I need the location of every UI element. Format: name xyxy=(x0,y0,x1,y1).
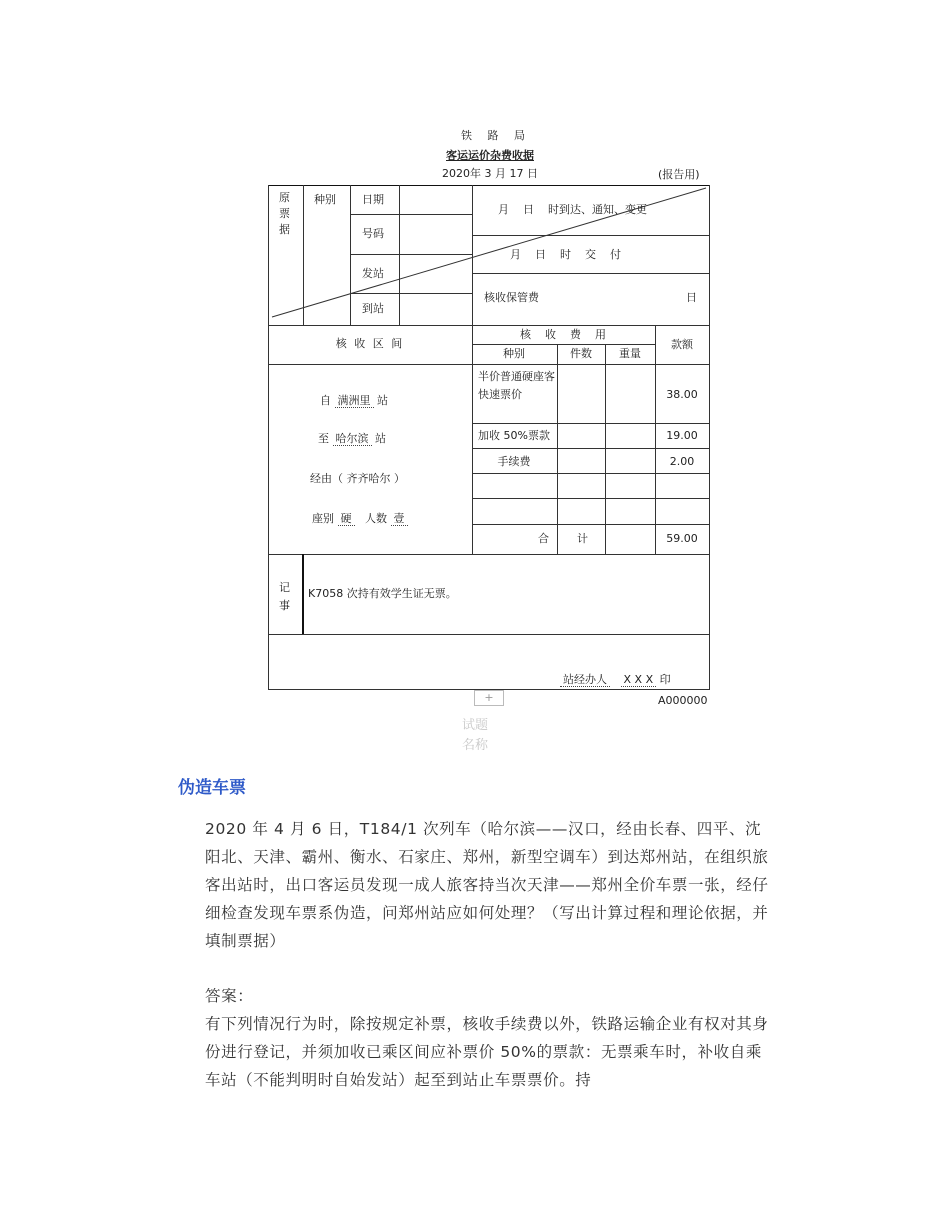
image-caption: 试题名称 xyxy=(462,718,489,753)
notes-label: 记 事 xyxy=(279,581,290,612)
handler-row: 站经办人 X X X 印 xyxy=(560,674,671,685)
bureau-title: 铁 路 局 xyxy=(461,129,531,142)
item-amount-3: 2.00 xyxy=(669,455,695,468)
sub-kind: 种别 xyxy=(503,347,525,360)
fee-header: 核 收 费 用 xyxy=(520,328,606,341)
sub-weight: 重量 xyxy=(619,347,641,360)
receipt-title: 客运运价杂费收据 xyxy=(446,149,534,162)
question-paragraph: 2020 年 4 月 6 日，T184/1 次列车（哈尔滨——汉口，经由长春、四平、沈阳北、天津、霸州、衡水、石家庄、郑州，新型空调车）到达郑州站，在组织旅客出站时，出口客运员发现一成人旅客持当次天津——郑州全价车票一张，经仔细检查发现车票系伪造，问郑州站应如何处理？（写出计算过程和理论依据，并填制票据） xyxy=(205,820,769,950)
storage-fee: 核收保管费 xyxy=(484,291,539,304)
notes-text: K7058 次持有效学生证无票。 xyxy=(308,587,457,600)
deliver-row: 月 日 时 交 付 xyxy=(510,248,621,261)
col-number: 号码 xyxy=(362,227,384,240)
item-amount-2: 19.00 xyxy=(666,429,698,442)
day-unit: 日 xyxy=(686,291,697,304)
section-title: 伪造车票 xyxy=(178,778,246,798)
item-kind-3: 手续费 xyxy=(497,455,531,468)
item-kind-1: 半价普通硬座客快速票价 xyxy=(478,370,555,401)
item-amount-1: 38.00 xyxy=(666,388,698,401)
copy-note: (报告用) xyxy=(658,168,700,181)
section-label: 核 收 区 间 xyxy=(335,337,405,350)
serial-number: A000000 xyxy=(658,694,708,707)
total-amount: 59.00 xyxy=(666,532,698,545)
item-kind-2: 加收 50%票款 xyxy=(478,429,550,442)
total-label: 合 计 xyxy=(538,532,588,545)
sub-count: 件数 xyxy=(570,347,592,360)
answer-paragraph: 有下列情况行为时，除按规定补票，核收手续费以外，铁路运输企业有权对其身份进行登记，并须加收已乘区间应补票价 50%的票款：无票乘车时，补收自乘车站（不能判明时自始发站）起至到站止车票票价。持 xyxy=(205,1015,769,1089)
seat-people: 座别 硬 人数 壹 xyxy=(312,513,408,524)
image-expand-button[interactable]: + xyxy=(474,690,504,706)
route-via: 经由（ 齐齐哈尔 ） xyxy=(310,472,405,485)
col-date: 日期 xyxy=(362,193,384,206)
route-to: 至 哈尔滨 站 xyxy=(318,432,386,445)
answer-label: 答案： xyxy=(205,987,254,1005)
route-from: 自 满洲里 站 xyxy=(320,394,388,407)
col-from: 发站 xyxy=(362,267,384,280)
notice-row: 月 日 时到达、通知、变更 xyxy=(498,203,647,216)
amount-header: 款额 xyxy=(671,338,693,351)
receipt-image xyxy=(266,110,714,708)
orig-ticket-label: 原 票 据 xyxy=(279,191,290,236)
col-to: 到站 xyxy=(362,302,384,315)
receipt-date: 2020年 3 月 17 日 xyxy=(442,167,538,180)
col-kind: 种别 xyxy=(314,193,336,206)
